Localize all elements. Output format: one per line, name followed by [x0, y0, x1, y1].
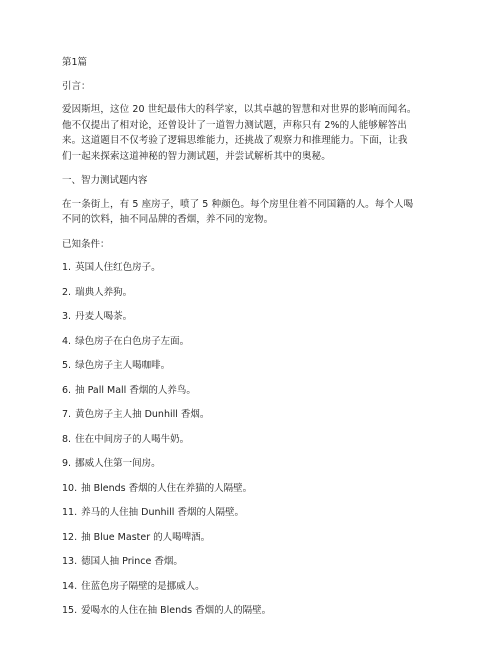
list-item — [62, 407, 448, 423]
list-item — [62, 505, 448, 521]
list-item — [62, 456, 448, 472]
list-item — [62, 530, 448, 546]
condition-number: 9. — [62, 458, 72, 469]
condition-number: 13. — [62, 556, 78, 567]
problem-line: 不同的饮料，抽不同品牌的香烟，养不同的宠物。 — [62, 214, 274, 225]
condition-text: 抽 Pall Mall 香烟的人养鸟。 — [75, 384, 196, 396]
condition-number: 8. — [62, 433, 72, 445]
condition-number: 1. — [62, 262, 72, 273]
condition-text: 住在中间房子的人喝牛奶。 — [75, 433, 190, 445]
condition-number: 11. — [62, 507, 78, 518]
condition-number: 10. — [62, 482, 78, 494]
intro-line: 爱因斯坦，这位 20 世纪最伟大的科学家，以其卓越的智慧和对世界的影响而闻名。 — [62, 104, 417, 115]
document-page — [62, 55, 448, 628]
condition-text: 黄色房子主人抽 Dunhill 香烟。 — [75, 409, 210, 420]
condition-text: 英国人住红色房子。 — [75, 262, 161, 273]
problem-line: 在一条街上，有 5 座房子，喷了 5 种颜色。每个房里住着不同国籍的人。每个人喝 — [62, 198, 414, 210]
list-item — [62, 603, 448, 619]
list-item — [62, 383, 448, 399]
list-item — [62, 309, 448, 325]
intro-paragraph — [62, 102, 448, 164]
condition-text: 瑞典人养狗。 — [75, 286, 133, 298]
intro-line: 来。这道题目不仅考验了逻辑思维能力，还挑战了观察力和推理能力。下面，让我 — [62, 135, 408, 146]
condition-number: 3. — [62, 311, 72, 322]
condition-text: 绿色房子在白色房子左面。 — [75, 335, 190, 347]
condition-number: 2. — [62, 286, 72, 298]
condition-number: 12. — [62, 531, 78, 543]
condition-text: 德国人抽 Prince 香烟。 — [81, 556, 183, 567]
condition-text: 爱喝水的人住在抽 Blends 香烟的人的隔壁。 — [81, 605, 272, 616]
chapter-heading: 第1篇 — [62, 57, 88, 68]
condition-number: 7. — [62, 409, 72, 420]
condition-text: 挪威人住第一间房。 — [75, 458, 161, 469]
list-item — [62, 432, 448, 448]
intro-line: 们一起来探索这道神秘的智力测试题，并尝试解析其中的奥秘。 — [62, 150, 331, 162]
condition-number: 6. — [62, 384, 72, 396]
condition-text: 绿色房子主人喝咖啡。 — [75, 360, 171, 371]
list-item — [62, 579, 448, 595]
condition-number: 14. — [62, 580, 78, 592]
list-item — [62, 260, 448, 276]
list-item — [62, 358, 448, 374]
condition-text: 丹麦人喝茶。 — [75, 311, 133, 322]
list-item — [62, 554, 448, 570]
list-item — [62, 481, 448, 497]
condition-number: 4. — [62, 335, 72, 347]
condition-text: 抽 Blue Master 的人喝啤酒。 — [81, 531, 211, 543]
condition-number: 5. — [62, 360, 72, 371]
list-item — [62, 285, 448, 301]
intro-label: 引言： — [62, 80, 91, 92]
conditions-list — [62, 260, 448, 619]
intro-line: 他不仅提出了相对论，还曾设计了一道智力测试题，声称只有 2%的人能够解答出 — [62, 119, 407, 131]
problem-paragraph — [62, 197, 448, 228]
condition-text: 抽 Blends 香烟的人住在养猫的人隔壁。 — [81, 482, 253, 494]
list-item — [62, 334, 448, 350]
condition-text: 养马的人住抽 Dunhill 香烟的人隔壁。 — [81, 507, 244, 518]
section-title: 一、智力测试题内容 — [62, 175, 148, 186]
conditions-label: 已知条件： — [62, 238, 110, 250]
condition-number: 15. — [62, 605, 78, 616]
condition-text: 住蓝色房子隔壁的是挪威人。 — [81, 580, 205, 592]
